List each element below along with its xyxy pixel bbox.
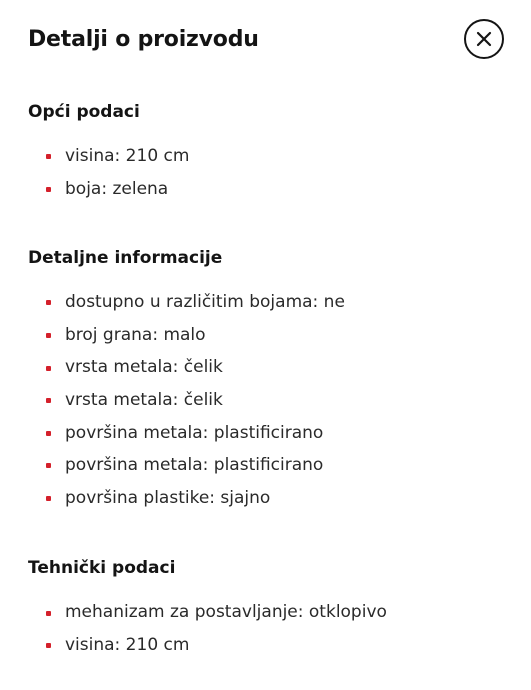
list-item-text: broj grana: malo	[65, 324, 206, 345]
list-item	[28, 449, 503, 482]
bullet-icon	[46, 300, 51, 305]
list-item	[28, 482, 503, 515]
bullet-icon	[46, 463, 51, 468]
section-detailed-info	[28, 247, 503, 514]
list-item-text: visina: 210 cm	[65, 634, 190, 655]
section-title: Tehnički podaci	[28, 558, 176, 579]
bullet-icon	[46, 187, 51, 192]
close-icon	[476, 31, 492, 47]
section-title: Detaljne informacije	[28, 248, 223, 269]
bullet-icon	[46, 431, 51, 436]
list-item-text: vrsta metala: čelik	[65, 357, 223, 378]
close-button[interactable]	[464, 19, 504, 59]
spec-list	[28, 596, 503, 661]
list-item	[28, 140, 503, 173]
list-item-text: dostupno u različitim bojama: ne	[65, 292, 345, 313]
list-item	[28, 319, 503, 352]
bullet-icon	[46, 333, 51, 338]
list-item-text: boja: zelena	[65, 178, 169, 199]
list-item	[28, 417, 503, 450]
list-item-text: visina: 210 cm	[65, 146, 190, 166]
list-item-text: površina metala: plastificirano	[65, 455, 324, 476]
bullet-icon	[46, 611, 51, 616]
panel-header	[28, 0, 503, 86]
list-item-text: vrsta metala: čelik	[65, 389, 223, 410]
list-item	[28, 286, 503, 319]
list-item-text: površina plastike: sjajno	[65, 487, 271, 508]
list-item	[28, 351, 503, 384]
bullet-icon	[46, 154, 51, 159]
section-technical-data	[28, 557, 503, 661]
bullet-icon	[46, 398, 51, 403]
list-item	[28, 173, 503, 206]
list-item	[28, 629, 503, 662]
list-item-text: površina metala: plastificirano	[65, 422, 324, 443]
bullet-icon	[46, 366, 51, 371]
spec-list	[28, 286, 503, 514]
section-title: Opći podaci	[28, 102, 140, 122]
section-general-data	[28, 101, 503, 205]
list-item-text: mehanizam za postavljanje: otklopivo	[65, 602, 387, 623]
list-item	[28, 596, 503, 629]
bullet-icon	[46, 643, 51, 648]
list-item	[28, 384, 503, 417]
spec-list	[28, 140, 503, 205]
bullet-icon	[46, 496, 51, 501]
page-title: Detalji o proizvodu	[28, 27, 259, 52]
